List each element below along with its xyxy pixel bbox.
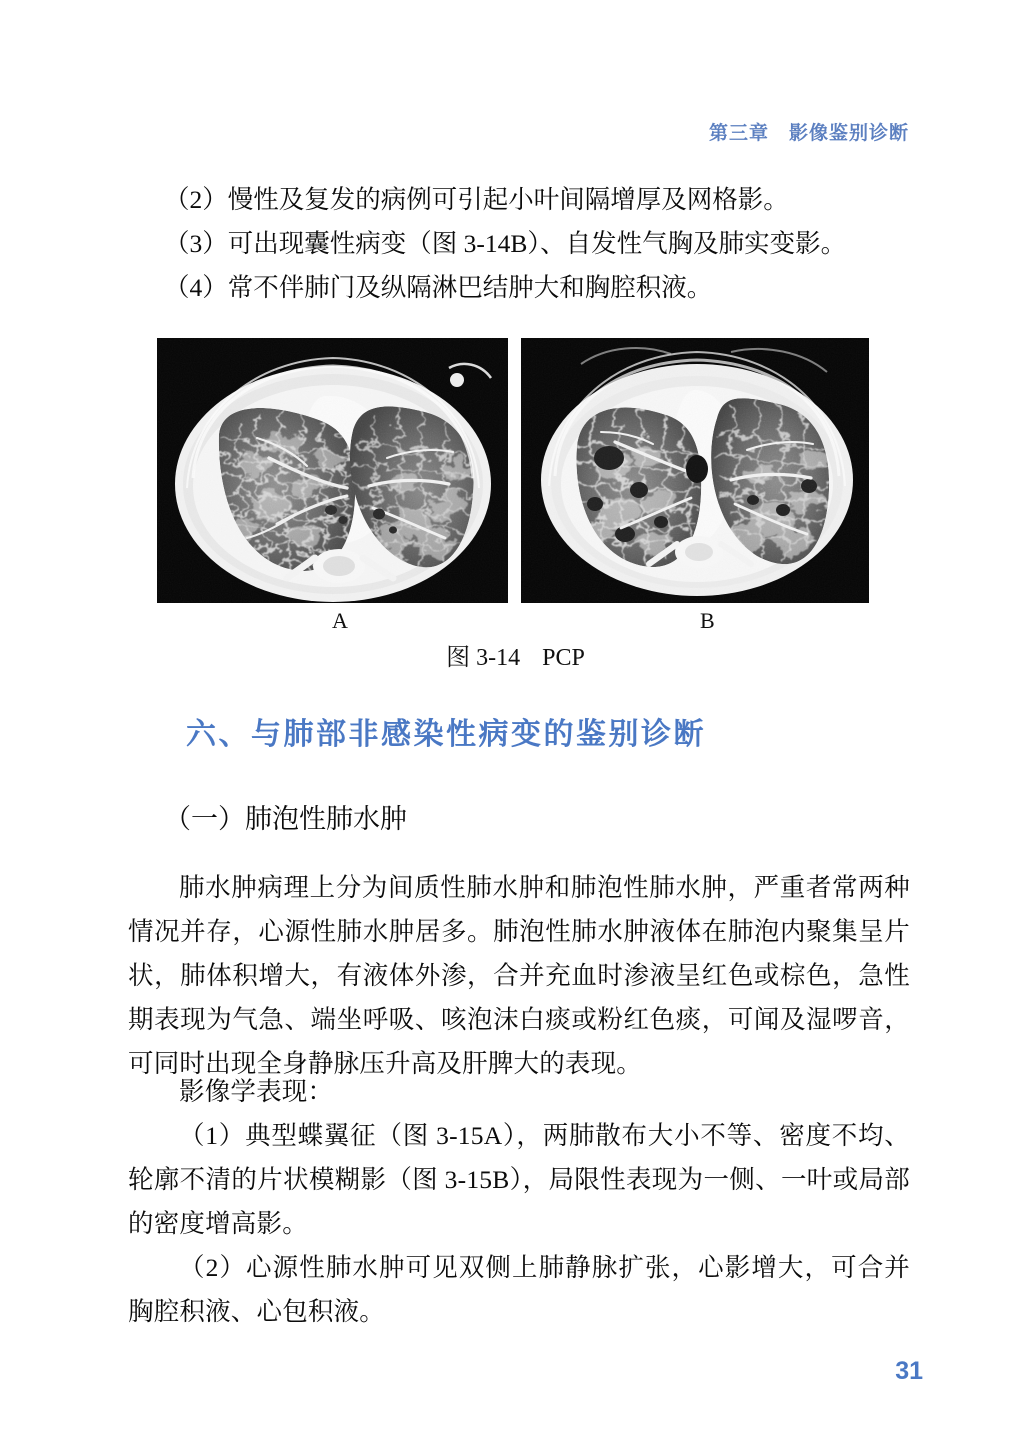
subsection-heading-one: （一）肺泡性肺水肿 [164, 804, 407, 834]
paragraph-finding-2: （2）心源性肺水肿可见双侧上肺静脉扩张，心影增大，可合并胸腔积液、心包积液。 [128, 1253, 910, 1326]
list-item-3: （3）可出现囊性病变（图 3-14B）、自发性气胸及肺实变影。 [164, 229, 847, 258]
ct-image-panel-b [521, 338, 869, 603]
paragraph-intro: 肺水肿病理上分为间质性肺水肿和肺泡性肺水肿，严重者常两种情况并存，心源性肺水肿居多。肺泡性肺水肿液体在肺泡内聚集呈片状，肺体积增大，有液体外渗，合并充血时渗液呈红色或棕色，急性期表现为气急、端坐呼吸、咳泡沫白痰或粉红色痰，可闻及湿啰音，可同时出现全身静脉压升高及肝脾大的表现。 [128, 873, 910, 1078]
figure-caption [0, 637, 1031, 672]
ct-image-panel-a [157, 338, 508, 603]
figure-3-14 [157, 338, 869, 603]
page-number: 31 [895, 1357, 923, 1385]
figure-caption-number: 图 3-14 [446, 645, 521, 671]
running-header [709, 118, 909, 145]
figure-caption-text: PCP [542, 645, 585, 671]
figure-panel-label-b: B [700, 608, 715, 633]
paragraph-finding-1: （1）典型蝶翼征（图 3-15A），两肺散布大小不等、密度不均、轮廓不清的片状模糊影（图 3-15B），局限性表现为一侧、一叶或局部的密度增高影。 [128, 1121, 910, 1238]
running-header-title: 影像鉴别诊断 [788, 123, 909, 144]
section-heading-six: 六、与肺部非感染性病变的鉴别诊断 [186, 718, 706, 751]
paragraph-imaging-label: 影像学表现： [179, 1077, 334, 1106]
running-header-chapter: 第三章 [708, 123, 769, 144]
figure-panel-label-a: A [332, 608, 348, 633]
list-item-4: （4）常不伴肺门及纵隔淋巴结肿大和胸腔积液。 [164, 273, 713, 302]
list-item-2: （2）慢性及复发的病例可引起小叶间隔增厚及网格影。 [164, 185, 789, 214]
